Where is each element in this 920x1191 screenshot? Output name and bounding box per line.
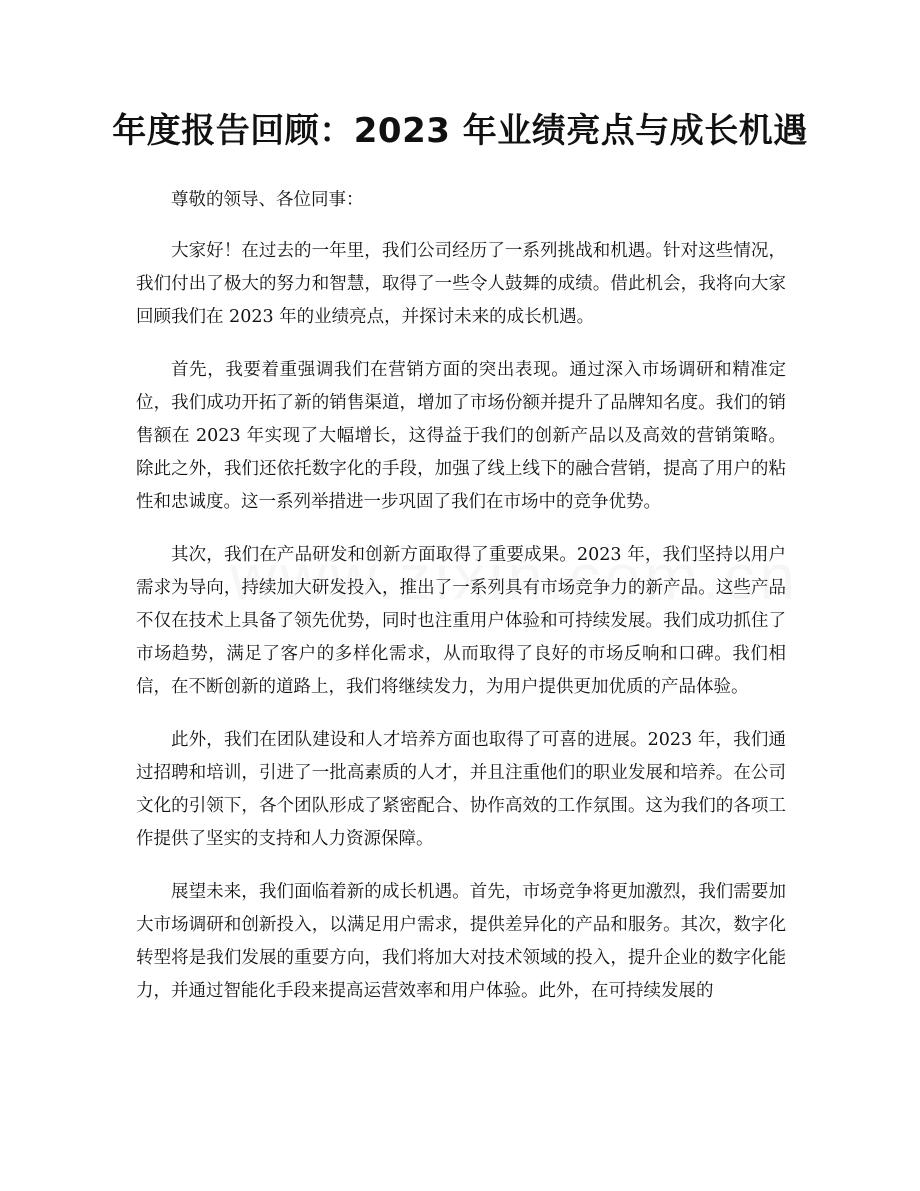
paragraph-team: 此外，我们在团队建设和人才培养方面也取得了可喜的进展。2023 年，我们通过招聘和培训，引进了一批高素质的人才，并且注重他们的职业发展和培养。在公司文化的引领下，各个团队形成了紧密配合、协作高效的工作氛围。这为我们的各项工作提供了坚实的支持和人力资源保障。 — [136, 730, 786, 849]
paragraph-marketing: 首先，我要着重强调我们在营销方面的突出表现。通过深入市场调研和精准定位，我们成功开拓了新的销售渠道，增加了市场份额并提升了品牌知名度。我们的销售额在 2023 年实现了大幅增长，这得益于我们的创新产品以及高效的营销策略。除此之外，我们还依托数字化的手段，加强了线上线下的融合营销，提高了用户的粘性和忠诚度。这一系列举措进一步巩固了我们在市场中的竞争优势。 — [136, 360, 786, 512]
greeting: 尊敬的领导、各位同事： — [171, 190, 364, 210]
paragraph-product-rd: 其次，我们在产品研发和创新方面取得了重要成果。2023 年，我们坚持以用户需求为导向，持续加大研发投入，推出了一系列具有市场竞争力的新产品。这些产品不仅在技术上具备了领先优势，同时也注重用户体验和可持续发展。我们成功抓住了市场趋势，满足了客户的多样化需求，从而取得了良好的市场反响和口碑。我们相信，在不断创新的道路上，我们将继续发力，为用户提供更加优质的产品体验。 — [136, 545, 786, 697]
paragraph-outlook: 展望未来，我们面临着新的成长机遇。首先，市场竞争将更加激烈，我们需要加大市场调研和创新投入，以满足用户需求，提供差异化的产品和服务。其次，数字化转型将是我们发展的重要方向，我们将加大对技术领域的投入，提升企业的数字化能力，并通过智能化手段来提高运营效率和用户体验。此外，在可持续发展的 — [136, 882, 786, 1001]
document-body — [136, 184, 786, 1028]
paragraph-intro: 大家好！在过去的一年里，我们公司经历了一系列挑战和机遇。针对这些情况，我们付出了极大的努力和智慧，取得了一些令人鼓舞的成绩。借此机会，我将向大家回顾我们在 2023 年的业绩亮点，并探讨未来的成长机遇。 — [136, 241, 786, 327]
document-title: 年度报告回顾：2023 年业绩亮点与成长机遇 — [112, 111, 808, 151]
